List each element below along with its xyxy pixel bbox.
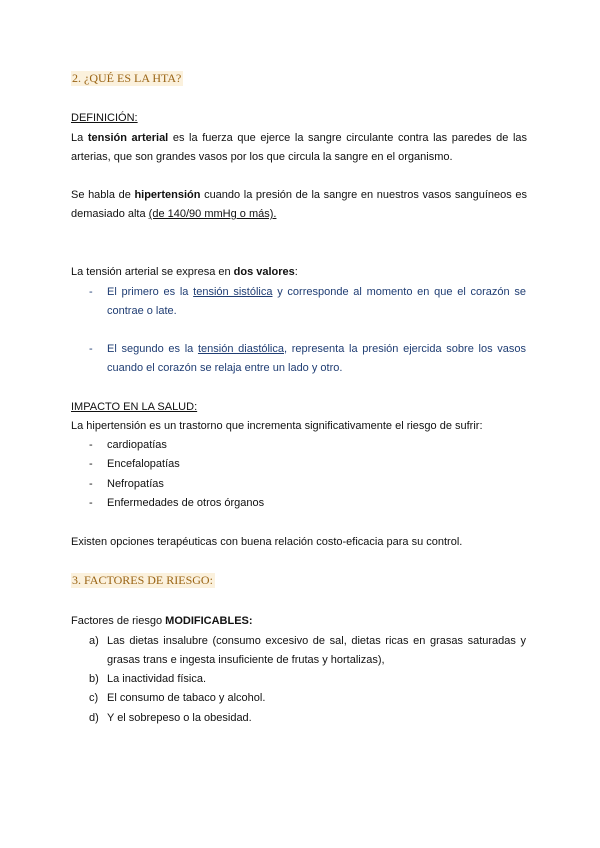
list-item-diet-cont: grasas trans e ingesta insuficiente de frutas y hortalizas), xyxy=(107,654,385,666)
list-item-diastolic-cont: cuando el corazón se relaja entre un lado y otro. xyxy=(107,362,343,374)
list-item-obesity: Y el sobrepeso o la obesidad. xyxy=(107,712,252,724)
bullet-marker: - xyxy=(89,439,93,451)
section-heading-hta: 2. ¿QUÉ ES LA HTA? xyxy=(72,71,182,85)
definition-paragraph-line: arterias, que son grandes vasos por los que circula la sangre en el organismo. xyxy=(71,151,453,163)
bullet-marker: - xyxy=(89,343,93,355)
list-marker: a) xyxy=(89,635,99,647)
bullet-marker: - xyxy=(89,286,93,298)
threshold-value: (de 140/90 mmHg o más). xyxy=(148,208,277,220)
list-item-tobacco: El consumo de tabaco y alcohol. xyxy=(107,692,266,704)
hypertension-paragraph-line: Se habla de hipertensión cuando la presión de la sangre en nuestros vasos sanguíneos es xyxy=(71,189,527,201)
list-item: Enfermedades de otros órganos xyxy=(107,497,265,509)
list-item: Encefalopatías xyxy=(107,458,180,470)
impact-text: La hipertensión es un trastorno que incrementa significativamente el riesgo de sufrir: xyxy=(71,420,483,432)
bullet-marker: - xyxy=(89,478,93,490)
risk-factors-intro: Factores de riesgo MODIFICABLES: xyxy=(71,615,253,627)
list-marker: b) xyxy=(89,673,99,685)
definition-label: DEFINICIÓN: xyxy=(71,112,138,124)
list-item: Nefropatías xyxy=(107,478,164,490)
list-item-systolic-cont: contrae o late. xyxy=(107,305,177,317)
bullet-marker: - xyxy=(89,497,93,509)
list-marker: c) xyxy=(89,692,99,704)
list-item-inactivity: La inactividad física. xyxy=(107,673,207,685)
hypertension-paragraph-line: demasiado alta (de 140/90 mmHg o más). xyxy=(71,208,277,220)
bullet-marker: - xyxy=(89,458,93,470)
closing-text: Existen opciones terapéuticas con buena relación costo-eficacia para su control. xyxy=(71,536,463,548)
definition-paragraph-line: La tensión arterial es la fuerza que ejerce la sangre circulante contra las paredes de las xyxy=(71,132,528,144)
values-intro: La tensión arterial se expresa en dos valores: xyxy=(71,266,298,278)
section-heading-risk-factors: 3. FACTORES DE RIESGO: xyxy=(72,573,213,587)
list-item-diet: Las dietas insalubre (consumo excesivo de sal, dietas ricas en grasas saturadas y xyxy=(107,635,526,647)
list-item-systolic: El primero es la tensión sistólica y corresponde al momento en que el corazón se xyxy=(107,286,526,298)
list-item: cardiopatías xyxy=(107,439,167,451)
list-marker: d) xyxy=(89,712,99,724)
list-item-diastolic: El segundo es la tensión diastólica, representa la presión ejercida sobre los vasos xyxy=(107,343,527,355)
impact-label: IMPACTO EN LA SALUD: xyxy=(71,401,198,413)
